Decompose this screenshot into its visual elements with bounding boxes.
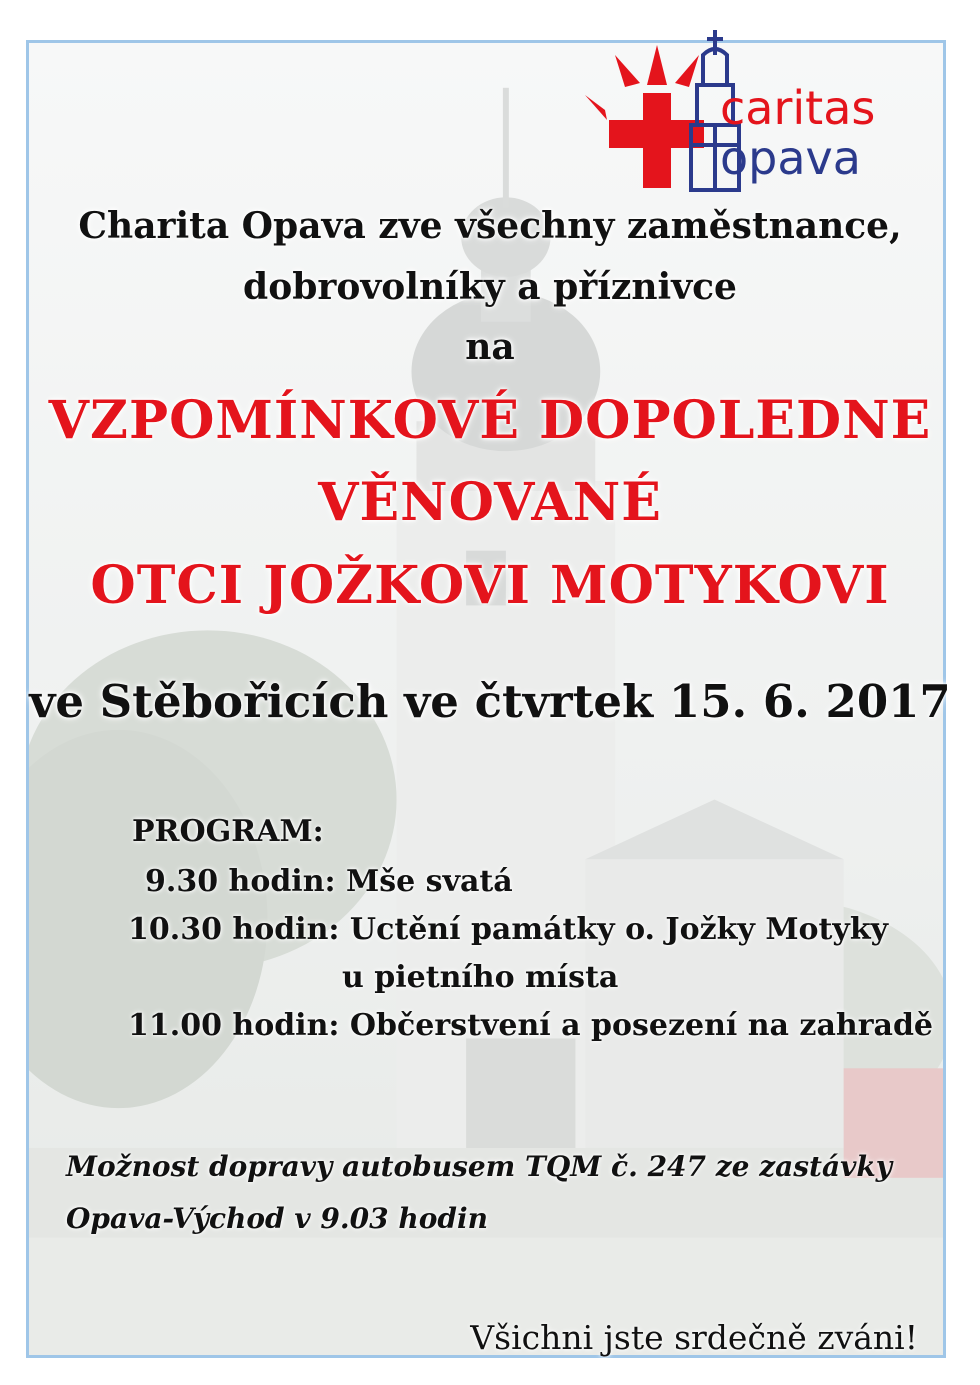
- program-item: [128, 912, 888, 947]
- program-item-text: Mše svatá: [346, 864, 513, 899]
- program-item-continuation: u pietního místa: [342, 960, 619, 995]
- program-item: [145, 864, 513, 899]
- program-item-time: 9.30 hodin:: [145, 864, 336, 899]
- closing-line: Všichni jste srdečně zváni!: [470, 1318, 918, 1357]
- headline-line-2: VĚNOVANÉ: [318, 472, 662, 533]
- program-heading: PROGRAM:: [132, 814, 324, 849]
- invitation-line-3: na: [465, 326, 515, 368]
- program-item-text: Uctění památky o. Jožky Motyky: [349, 912, 889, 947]
- program-item-time: 11.00 hodin:: [128, 1008, 340, 1043]
- headline-line-3: OTCI JOŽKOVI MOTYKOVI: [90, 555, 890, 616]
- logo-word-opava: opava: [720, 131, 861, 185]
- program-item-time: 10.30 hodin:: [128, 912, 340, 947]
- transport-line-2: Opava-Východ v 9.03 hodin: [66, 1202, 488, 1235]
- logo-word-caritas: caritas: [720, 81, 876, 135]
- event-date: ve Stěbořicích ve čtvrtek 15. 6. 2017: [29, 675, 951, 728]
- invitation-line-2: dobrovolníky a příznivce: [243, 266, 737, 308]
- invitation-line-1: Charita Opava zve všechny zaměstnance,: [78, 205, 902, 247]
- program-item: [128, 1008, 933, 1043]
- transport-line-1: Možnost dopravy autobusem TQM č. 247 ze zastávky: [66, 1150, 893, 1183]
- headline-line-1: VZPOMÍNKOVÉ DOPOLEDNE: [48, 390, 932, 451]
- program-item-text: Občerstvení a posezení na zahradě: [349, 1008, 934, 1043]
